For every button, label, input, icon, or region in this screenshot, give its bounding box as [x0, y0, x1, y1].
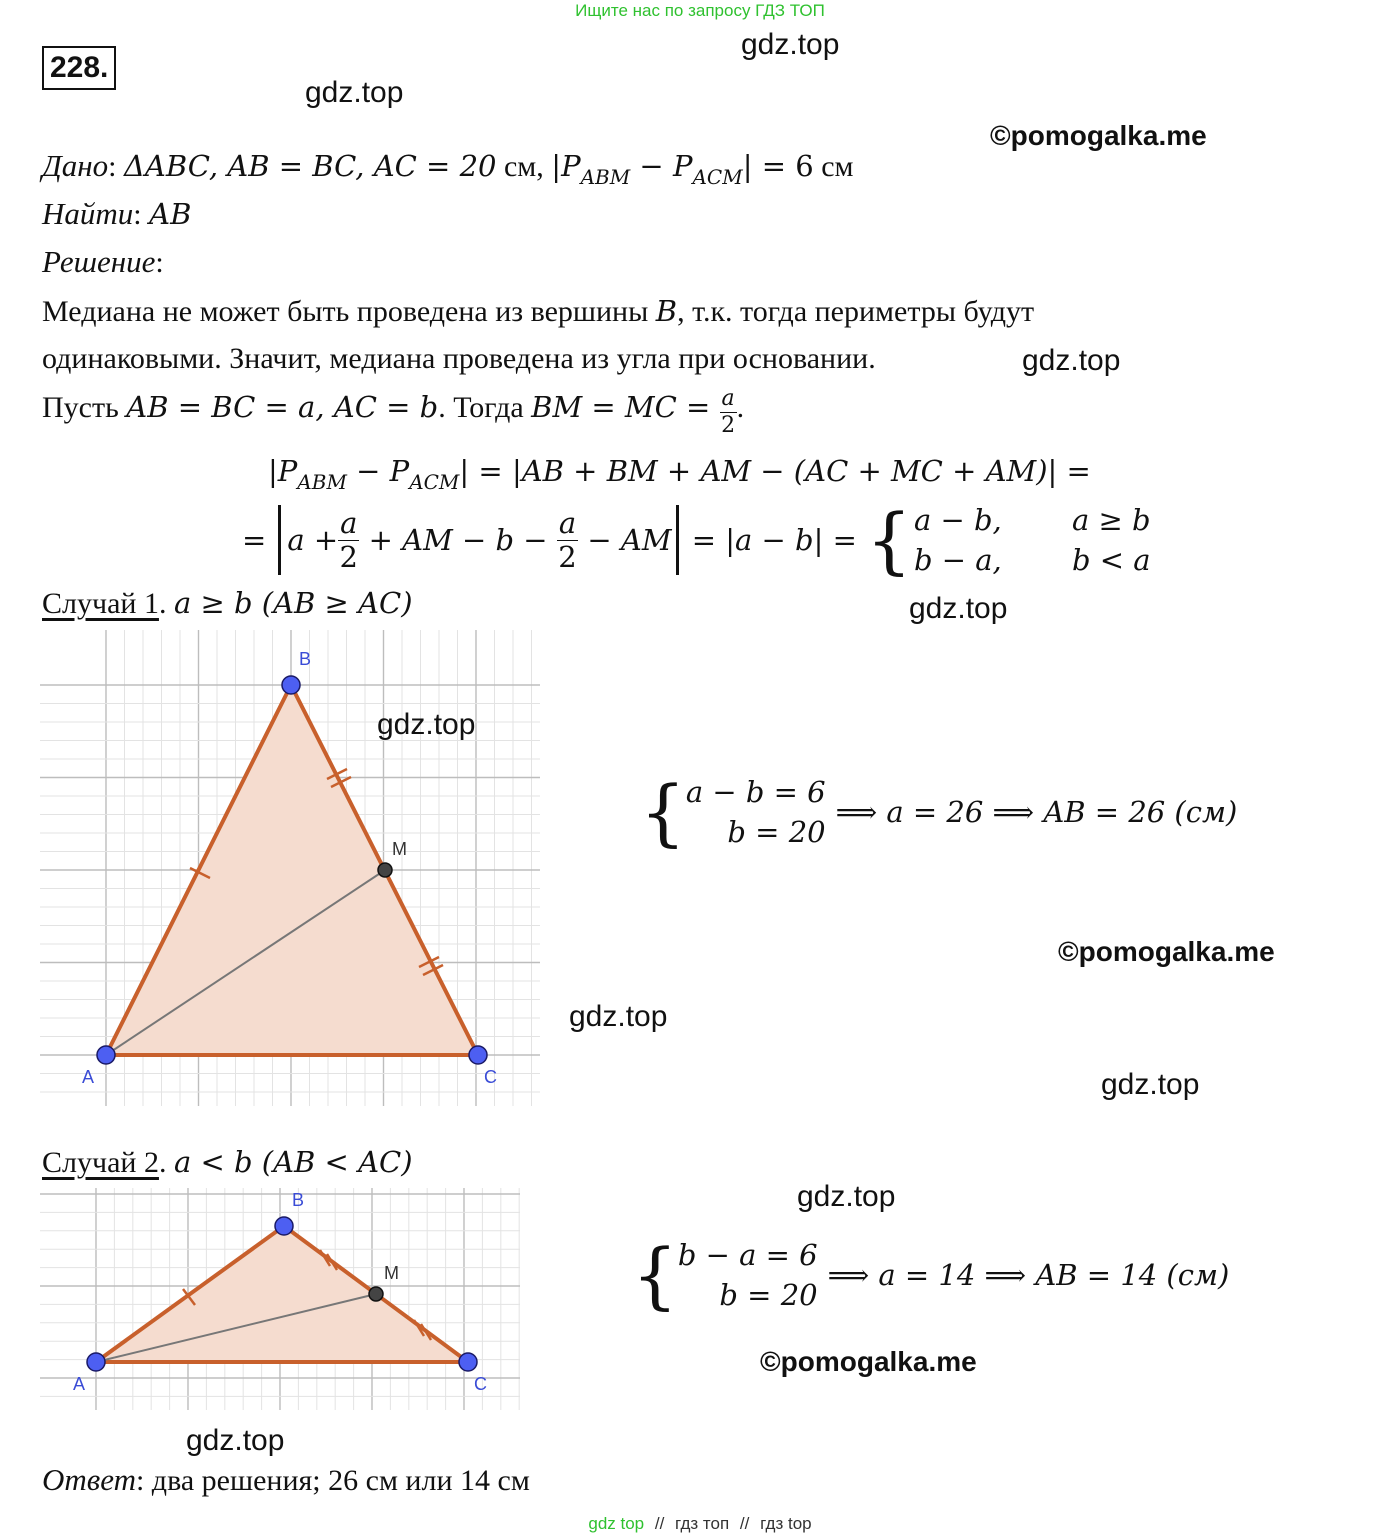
fraction-a-over-2 [338, 505, 359, 574]
find-value: AB [149, 197, 192, 231]
point-m [369, 1287, 383, 1301]
case1-system: { a − b = 6 b = 20 ⟹ a = 26 ⟹ AB = 26 (см) [640, 770, 1238, 854]
watermark-gdz: gdz.top [741, 28, 840, 61]
find-line: Найти: AB [42, 196, 192, 231]
footer-separator: // [739, 1514, 750, 1533]
fraction-a-over-2 [557, 505, 578, 574]
case-expr: b − a, [913, 543, 1002, 577]
case1-cond: a ≥ b (AB ≥ AC) [173, 586, 413, 620]
answer-line [42, 1462, 530, 1498]
given-line: Дано: ΔABC, AB = BC, AC = 20 см, |PABM − PACM| = 6 см [42, 148, 854, 189]
case2-sys-top: b − a = 6 [677, 1238, 818, 1272]
eq-sign: = [242, 523, 267, 557]
solution-math: BM = MC = [531, 390, 720, 424]
eq-sub: ACM [409, 470, 460, 494]
label-b: B [299, 649, 312, 669]
given-p1: P [561, 149, 581, 183]
case1-title: Случай 1 [42, 587, 159, 620]
case2-sys-bot: b = 20 [719, 1278, 818, 1312]
label-c: C [484, 1067, 497, 1087]
case2-result: ⟹ a = 14 ⟹ AB = 14 (см) [827, 1258, 1230, 1292]
given-unit: см [821, 150, 854, 183]
frac-den: 2 [721, 413, 736, 438]
case2-heading: Случай 2. a < b (AB < AC) [42, 1145, 413, 1179]
case2-title: Случай 2 [42, 1146, 159, 1179]
watermark-gdz: gdz.top [909, 592, 1008, 625]
frac-num: a [721, 386, 735, 411]
label-c: C [474, 1374, 487, 1394]
watermark-gdz: gdz.top [797, 1180, 896, 1213]
eq2-part: a + [287, 523, 339, 557]
label-a: A [82, 1067, 95, 1087]
label-a: A [73, 1374, 86, 1394]
frac-num: a [558, 505, 577, 540]
given-triangle: ΔABC, AB = BC, AC = 20 [123, 149, 497, 183]
vertex-a [97, 1046, 115, 1064]
watermark-copyright: ©pomogalka.me [760, 1346, 977, 1377]
solution-math: AB = BC = a, AC = b [126, 390, 439, 424]
vertex-b [275, 1217, 293, 1235]
watermark-gdz: gdz.top [305, 76, 404, 109]
label-m: M [384, 1263, 399, 1283]
case1-figure [40, 630, 540, 1106]
eq2-part: + AM − b − [359, 523, 557, 557]
frac-num: a [340, 505, 358, 540]
case2-cond: a < b (AB < AC) [173, 1145, 413, 1179]
watermark-gdz: gdz.top [1022, 344, 1121, 377]
label-m: M [392, 839, 407, 859]
vertex-b [282, 676, 300, 694]
given-unit: см [503, 150, 537, 183]
point-m [378, 863, 392, 877]
eq-p: P [277, 454, 298, 488]
fraction-a-over-2 [720, 388, 737, 437]
find-label: Найти [42, 196, 134, 231]
vertex-name: B [655, 294, 678, 328]
case2-figure [40, 1188, 520, 1410]
frac-den: 2 [339, 539, 358, 574]
given-sub-abm: ABM [580, 165, 631, 189]
eq-sub: ABM [297, 470, 347, 494]
problem-number [42, 46, 116, 90]
equation-line-2: = a + $\frac{a}{2}$ + AM − b − $\frac{a}{2}$ − AM = |a − b| = { a − b, a ≥ b b − a, b < a [242, 498, 1151, 582]
case1-result: ⟹ a = 26 ⟹ AB = 26 (см) [835, 795, 1238, 829]
eq-p: P [389, 454, 410, 488]
watermark-gdz: gdz.top [186, 1424, 285, 1457]
case-expr: a − b, [913, 503, 1002, 537]
footer-links [0, 1514, 1400, 1534]
solution-line-3: Пусть AB = BC = a, AC = b. Тогда BM = MC = $\frac{a}{2}$ . [42, 386, 745, 438]
triangle-abc [96, 1226, 468, 1362]
eq2-part: − AM [578, 523, 672, 557]
solution-line-2: одинаковыми. Значит, медиана проведена из угла при основании. [42, 342, 876, 375]
answer-text: : два решения; 26 см или 14 см [135, 1464, 530, 1497]
vertex-a [87, 1353, 105, 1371]
case2-system: { b − a = 6 b = 20 ⟹ a = 14 ⟹ AB = 14 (см) [632, 1233, 1230, 1317]
vertex-c [459, 1353, 477, 1371]
case1-heading: Случай 1. a ≥ b (AB ≥ AC) [42, 586, 413, 620]
footer-separator: // [654, 1514, 665, 1533]
given-perimeter-eq: | = 6 [742, 149, 814, 183]
given-label: Дано [42, 148, 109, 183]
solution-text: Пусть [42, 391, 127, 424]
solution-text: , т.к. тогда периметры будут [677, 295, 1035, 328]
watermark-gdz: gdz.top [1101, 1068, 1200, 1101]
watermark-copyright: ©pomogalka.me [1058, 936, 1275, 967]
case-cond: a ≥ b [1071, 503, 1151, 537]
footer-link[interactable]: gdz top [588, 1514, 645, 1533]
solution-text: Медиана не может быть проведена из вершины [42, 295, 656, 328]
equation-line-1: $|P_{ABM} - P_{ACM}| = |AB$ + BM + AM − (AC + MC + AM)| = [268, 454, 1091, 494]
search-hint[interactable]: Ищите нас по запросу ГДЗ ТОП [575, 1, 825, 20]
footer-link[interactable]: гдз top [760, 1514, 812, 1533]
solution-text: . Тогда [438, 391, 532, 424]
case-cond: b < a [1071, 543, 1151, 577]
problem-number-text: 228. [50, 51, 109, 84]
label-b: B [292, 1190, 305, 1210]
answer-label: Ответ [42, 1462, 136, 1497]
eq1-rhs: = |AB + BM + AM − (AC + MC + AM)| = [469, 454, 1091, 488]
solution-label: Решение [42, 244, 156, 279]
watermark-gdz: gdz.top [377, 708, 476, 741]
solution-line-1 [42, 294, 1034, 329]
watermark-gdz: gdz.top [569, 1000, 668, 1033]
eq2-part: = |a − b| = [682, 523, 867, 557]
solution-label-line: Решение: [42, 244, 164, 279]
given-sub-acm: ACM [692, 165, 743, 189]
footer-link[interactable]: гдз топ [675, 1514, 730, 1533]
vertex-c [469, 1046, 487, 1064]
case1-sys-bot: b = 20 [727, 815, 826, 849]
watermark-copyright: ©pomogalka.me [990, 120, 1207, 151]
given-p2: P [672, 149, 693, 183]
case1-sys-top: a − b = 6 [685, 775, 826, 809]
frac-den: 2 [558, 539, 577, 574]
